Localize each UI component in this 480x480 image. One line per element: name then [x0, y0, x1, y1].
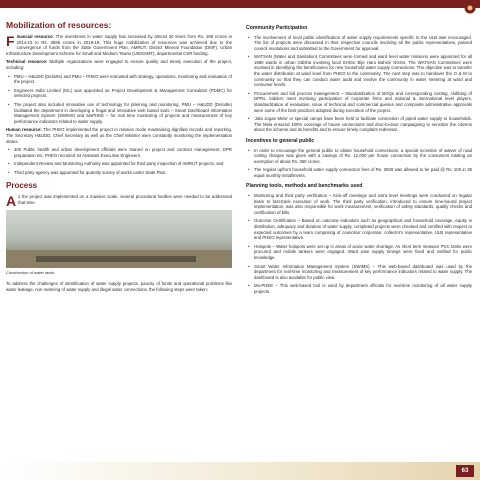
list-item: • Procurement and bid process management – Standardization of BOQs and corresponding costing, clubbing of DPRs, bidders meet involving participation of corporate firms and national & international level players, standardization of evaluation, issue of technical and commercial queries and composite administrative approvals were some of the best practices adopted during execution of the project. [254, 91, 472, 113]
process-paragraph [6, 193, 232, 210]
planning-heading: Planning tools, methods and benchmarks used [246, 183, 363, 190]
list-item: • 'Jala Jogan Mela' or special camps have been held to facilitate connection of piped water supply to households. The Mela ensured 100% coverage of house connections and door-to-door campaigning to sensitize the citizens about the scheme and its benefits and to ensure timely complaint redressal. [254, 116, 472, 133]
list-item: • Mo-PHEE – This web-based tool is used by department officials for real-time monitoring of all water supply projects. [254, 283, 472, 294]
list-item: • Hotspots – Water hotspots were set up in areas of acute water shortage. As short term measure PVC tanks were procured and mobile tankers were engaged. Ward wise supply timings were fixed and notified for public knowledge. [254, 244, 472, 261]
process-text: s the project was implemented on a massive scale, several procedural hurdles were needed to be addressed that time. [18, 194, 232, 206]
human-lead: Human resource: [6, 127, 42, 133]
dropcap-f: F [6, 33, 15, 49]
footer-band [0, 462, 480, 480]
emblem-icon [464, 2, 476, 14]
list-item: • WATSAN (Water and Sanitation) Committees were formed and ward level water missions were appointed for all 1980 wards in urban Odisha involving local SHGs/ Bije Haru Bahini/ NGOs. The WATSAN Committees were involved in identifying the beneficiaries for new household water supply connections. The objective was to transfer the water distribution at ward level from PHEO to the community. The next step was to handover the O & M to community so that they can conduct water audit and involve the community in water metering at ward and consumer levels. [254, 54, 472, 88]
financial-lead: inancial resource: [16, 34, 54, 39]
list-item: • 400 Public health and urban development officials were trained on project and contract management, DPR preparation etc. PHEO recruited 34 Assistant Executive Engineers. [14, 147, 232, 158]
technical-resource-paragraph [6, 59, 232, 70]
list-item: • In order to encourage the general public to obtain household connections, a special incentive of waiver of road cutting charges was given with a savings of Rs. 12,000 per house connection by the consumers totaling an exemption of about Rs. 360 crores. [254, 148, 472, 165]
photo-trench [36, 256, 196, 262]
financial-text: The investment in water supply has increased by almost 20 times from Rs. 169 crores in 2014-15 to Rs. 3596 crores in 2018-19. This huge mobilization of resources was achieved due to the convergence of funds from the State Government Plan, AMRUT, District Mineral Foundation (DMF), Urban Infrastructure Development Scheme for Small and Medium Towns (UIDSSMT), departmental CSR funding. [6, 34, 232, 56]
human-resource-paragraph [6, 127, 232, 144]
right-column [246, 20, 472, 297]
section-heading-mobilization: Mobilization of resources: [6, 20, 112, 30]
photo-caption: Construction of water tanks [6, 269, 55, 275]
financial-resource-paragraph [6, 34, 232, 56]
list-item: • Monitoring and third party verification – Kick-off meetings and extra level meetings were conducted on regular basis to fast-track execution of work. The third party verification, introduced to ensure time-bound project implementation, was also responsible for work measurement, verification of safety standards, quality checks and certification of bills. [254, 193, 472, 215]
dropcap-a: A [6, 193, 17, 210]
planning-list [246, 193, 472, 295]
list-item: • PMU – H&UDD (Deloitte) and PMU – PHEO were entrusted with strategy, operations, monitoring and evaluation of the project. [14, 74, 232, 85]
list-item: • Smart Water Information Management System (SWIMS) – This web-based dashboard was used by the department for real-time monitoring and measurement of key performance indicators related to water supply. The dashboard is also available for public view. [254, 264, 472, 281]
technical-text: Multiple organizations were engaged to ensure quality and timely execution of the project, including: [6, 59, 232, 70]
list-item: • The project also included innovative use of technology for planning and monitoring. PMU – H&UDD (Deloitte) facilitated the department in developing a frugal and innovative web based tools – Smart Dashboard Information Management System (SWIMS) and MoPHEE – for real time monitoring of projects and measurement of key performance indicators related to water supply. [14, 102, 232, 124]
final-paragraph: To address the challenges of identification of water supply projects, paucity of funds and operational problems like water leakage, non metering of water supply and illegal water connections, the following steps were taken: [6, 281, 232, 292]
incentives-list [246, 148, 472, 179]
incentives-heading: Incentives to general public [246, 138, 315, 144]
community-participation-heading: Community Participation [246, 25, 308, 31]
list-item: • The involvement of local public identification of water supply requirements specific to the ULB was encouraged. The list of projects were discussed in their respective councils involving all the public representatives, passed council resolutions and submitted to the Government for approval. [254, 35, 472, 52]
left-column [6, 20, 232, 295]
list-item: • Independent Review and Monitoring Authority was appointed for third party inspection of AMRUT projects, and [14, 161, 232, 167]
community-list [246, 35, 472, 134]
header-bar [0, 0, 480, 8]
technical-lead: Technical resource: [6, 59, 48, 65]
technical-list [6, 74, 232, 125]
human-text: The PHEO implemented the project in mission mode maintaining dignified records and reporting. The Secretary H&UDD, Chief Secretary as well as the Chief Minister were constantly monitoring the implementation status. [6, 127, 232, 144]
list-item: • The regular upfront household water supply connection fees of Rs. 3600 was allowed to be paid @ Rs. 100 in 36 equal monthly installments. [254, 167, 472, 178]
list-item: • Engineers India Limited (EIL) was appointed as Project Development & Management Consultant (PDMC) for selected projects. [14, 88, 232, 99]
human-resource-list [6, 147, 232, 175]
list-item: • Outcome Certification – Based on outcome indicators such as geographical and household coverage, equity in distribution, adequacy and duration of water supply, completed projects were checked and certified with respect to expected outcomes by a team comprising of councilor/ corporator, collector's representative, ULB representative and PHEO representative. [254, 218, 472, 240]
construction-photo [6, 210, 232, 268]
list-item: • Third party agency was appointed for quantity survey of works under State Plan. [14, 170, 232, 176]
page-number: 63 [456, 465, 474, 477]
process-heading: Process [6, 181, 38, 191]
